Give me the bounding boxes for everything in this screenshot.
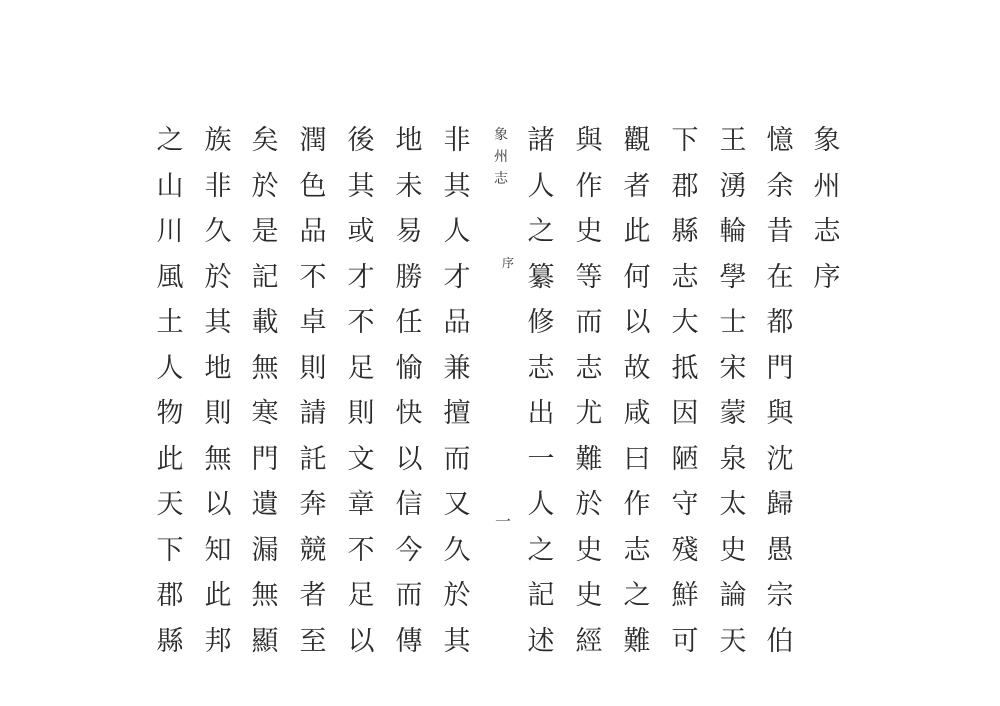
character: 下 bbox=[671, 125, 699, 156]
character: 寒 bbox=[251, 398, 279, 429]
character: 之 bbox=[527, 216, 555, 247]
character: 勝 bbox=[395, 261, 423, 293]
character: 史 bbox=[719, 534, 747, 566]
character: 難 bbox=[623, 625, 651, 657]
character: 論 bbox=[719, 580, 747, 611]
character: 史 bbox=[575, 534, 603, 566]
character: 於 bbox=[443, 580, 471, 611]
character: 至 bbox=[299, 625, 327, 657]
character: 因 bbox=[671, 398, 699, 429]
character: 在 bbox=[766, 261, 794, 293]
character: 述 bbox=[527, 625, 555, 657]
character: 此 bbox=[156, 443, 184, 475]
character: 快 bbox=[395, 398, 423, 429]
character: 地 bbox=[204, 352, 232, 384]
text-column bbox=[760, 118, 800, 664]
character: 無 bbox=[251, 580, 279, 611]
character: 與 bbox=[575, 125, 603, 156]
text-column bbox=[341, 118, 381, 664]
character: 載 bbox=[251, 307, 279, 338]
character: 無 bbox=[251, 352, 279, 384]
character: 足 bbox=[347, 580, 375, 611]
character: 門 bbox=[766, 352, 794, 384]
character: 門 bbox=[251, 443, 279, 475]
character: 競 bbox=[299, 534, 327, 566]
character: 才 bbox=[443, 261, 471, 293]
character: 諸 bbox=[527, 125, 555, 156]
character: 難 bbox=[575, 443, 603, 475]
character: 之 bbox=[623, 580, 651, 611]
character: 人 bbox=[527, 170, 555, 202]
character: 品 bbox=[299, 216, 327, 247]
character: 士 bbox=[719, 307, 747, 338]
character: 而 bbox=[575, 307, 603, 338]
character: 故 bbox=[623, 352, 651, 384]
character: 可 bbox=[671, 625, 699, 657]
character: 才 bbox=[347, 261, 375, 293]
character: 任 bbox=[395, 307, 423, 338]
text-column bbox=[389, 118, 429, 664]
character: 史 bbox=[575, 580, 603, 611]
character: 志 bbox=[527, 352, 555, 384]
character: 未 bbox=[395, 170, 423, 202]
character: 此 bbox=[204, 580, 232, 611]
character: 是 bbox=[251, 216, 279, 247]
character: 又 bbox=[443, 489, 471, 520]
character: 擅 bbox=[443, 398, 471, 429]
character: 守 bbox=[671, 489, 699, 520]
character: 奔 bbox=[299, 489, 327, 520]
character: 風 bbox=[156, 261, 184, 293]
character: 而 bbox=[395, 580, 423, 611]
character: 經 bbox=[575, 625, 603, 657]
character: 等 bbox=[575, 261, 603, 293]
character: 下 bbox=[156, 534, 184, 566]
character: 作 bbox=[575, 170, 603, 202]
character: 則 bbox=[299, 352, 327, 384]
character: 愉 bbox=[395, 352, 423, 384]
character: 昔 bbox=[766, 216, 794, 247]
character: 抵 bbox=[671, 352, 699, 384]
character: 憶 bbox=[766, 125, 794, 156]
text-column bbox=[293, 118, 333, 664]
character: 傳 bbox=[395, 625, 423, 657]
character: 於 bbox=[575, 489, 603, 520]
margin-character: 象 bbox=[494, 127, 508, 143]
character: 愚 bbox=[766, 534, 794, 566]
character: 足 bbox=[347, 352, 375, 384]
character: 史 bbox=[575, 216, 603, 247]
character: 遺 bbox=[251, 489, 279, 520]
character: 矣 bbox=[251, 125, 279, 156]
character: 天 bbox=[719, 625, 747, 657]
character: 則 bbox=[204, 398, 232, 429]
character: 志 bbox=[575, 352, 603, 384]
character: 蒙 bbox=[719, 398, 747, 429]
character: 縣 bbox=[156, 625, 184, 657]
character: 文 bbox=[347, 443, 375, 475]
character: 之 bbox=[156, 125, 184, 156]
character: 尤 bbox=[575, 398, 603, 429]
character: 者 bbox=[299, 580, 327, 611]
character: 兼 bbox=[443, 352, 471, 384]
character: 何 bbox=[623, 261, 651, 293]
text-column-title bbox=[807, 118, 847, 300]
character: 象 bbox=[813, 125, 841, 156]
character: 漏 bbox=[251, 534, 279, 566]
character: 沈 bbox=[766, 443, 794, 475]
margin-character: 志 bbox=[494, 171, 508, 187]
character: 土 bbox=[156, 307, 184, 338]
character: 修 bbox=[527, 307, 555, 338]
character: 託 bbox=[299, 443, 327, 475]
character: 後 bbox=[347, 125, 375, 156]
character: 其 bbox=[204, 307, 232, 338]
character: 以 bbox=[204, 489, 232, 520]
character: 宗 bbox=[766, 580, 794, 611]
character: 邦 bbox=[204, 625, 232, 657]
character: 輪 bbox=[719, 216, 747, 247]
character: 陋 bbox=[671, 443, 699, 475]
text-column bbox=[150, 118, 190, 664]
character: 非 bbox=[443, 125, 471, 156]
text-column bbox=[437, 118, 477, 664]
character: 咸 bbox=[623, 398, 651, 429]
character: 潤 bbox=[299, 125, 327, 156]
character: 序 bbox=[813, 261, 841, 293]
character: 殘 bbox=[671, 534, 699, 566]
character: 作 bbox=[623, 489, 651, 520]
character: 人 bbox=[527, 489, 555, 520]
character: 族 bbox=[204, 125, 232, 156]
character: 曰 bbox=[623, 443, 651, 475]
character: 地 bbox=[395, 125, 423, 156]
character: 不 bbox=[299, 261, 327, 293]
character: 此 bbox=[623, 216, 651, 247]
character: 出 bbox=[527, 398, 555, 429]
margin-page-number: 一 bbox=[494, 512, 511, 531]
character: 知 bbox=[204, 534, 232, 566]
character: 之 bbox=[527, 534, 555, 566]
character: 色 bbox=[299, 170, 327, 202]
character: 於 bbox=[251, 170, 279, 202]
margin-section-label: 序 bbox=[501, 256, 514, 270]
character: 山 bbox=[156, 170, 184, 202]
character: 大 bbox=[671, 307, 699, 338]
text-column bbox=[245, 118, 285, 664]
character: 都 bbox=[766, 307, 794, 338]
character: 則 bbox=[347, 398, 375, 429]
character: 或 bbox=[347, 216, 375, 247]
character: 以 bbox=[347, 625, 375, 657]
character: 其 bbox=[347, 170, 375, 202]
character: 非 bbox=[204, 170, 232, 202]
character: 不 bbox=[347, 534, 375, 566]
character: 鮮 bbox=[671, 580, 699, 611]
character: 川 bbox=[156, 216, 184, 247]
character: 纂 bbox=[527, 261, 555, 293]
character: 人 bbox=[443, 216, 471, 247]
margin-book-title bbox=[489, 124, 513, 190]
character: 而 bbox=[443, 443, 471, 475]
character: 以 bbox=[395, 443, 423, 475]
character: 久 bbox=[204, 216, 232, 247]
character: 伯 bbox=[766, 625, 794, 657]
character: 志 bbox=[813, 216, 841, 247]
character: 今 bbox=[395, 534, 423, 566]
character: 記 bbox=[527, 580, 555, 611]
character: 者 bbox=[623, 170, 651, 202]
character: 卓 bbox=[299, 307, 327, 338]
character: 信 bbox=[395, 489, 423, 520]
character: 易 bbox=[395, 216, 423, 247]
character: 太 bbox=[719, 489, 747, 520]
character: 宋 bbox=[719, 352, 747, 384]
character: 記 bbox=[251, 261, 279, 293]
text-column bbox=[713, 118, 753, 664]
text-column bbox=[665, 118, 705, 664]
character: 以 bbox=[623, 307, 651, 338]
character: 無 bbox=[204, 443, 232, 475]
character: 學 bbox=[719, 261, 747, 293]
character: 湧 bbox=[719, 170, 747, 202]
margin-character: 州 bbox=[494, 149, 508, 165]
character: 物 bbox=[156, 398, 184, 429]
character: 不 bbox=[347, 307, 375, 338]
character: 歸 bbox=[766, 489, 794, 520]
character: 泉 bbox=[719, 443, 747, 475]
character: 請 bbox=[299, 398, 327, 429]
character: 郡 bbox=[156, 580, 184, 611]
character: 於 bbox=[204, 261, 232, 293]
character: 品 bbox=[443, 307, 471, 338]
text-column bbox=[569, 118, 609, 664]
character: 顯 bbox=[251, 625, 279, 657]
character: 觀 bbox=[623, 125, 651, 156]
text-column bbox=[521, 118, 561, 664]
character: 志 bbox=[671, 261, 699, 293]
text-column bbox=[617, 118, 657, 664]
character: 一 bbox=[527, 443, 555, 475]
character: 縣 bbox=[671, 216, 699, 247]
text-column bbox=[198, 118, 238, 664]
character: 州 bbox=[813, 170, 841, 202]
character: 余 bbox=[766, 170, 794, 202]
character: 章 bbox=[347, 489, 375, 520]
character: 郡 bbox=[671, 170, 699, 202]
character: 其 bbox=[443, 625, 471, 657]
character: 人 bbox=[156, 352, 184, 384]
character: 久 bbox=[443, 534, 471, 566]
character: 其 bbox=[443, 170, 471, 202]
character: 與 bbox=[766, 398, 794, 429]
character: 志 bbox=[623, 534, 651, 566]
character: 王 bbox=[719, 125, 747, 156]
character: 天 bbox=[156, 489, 184, 520]
